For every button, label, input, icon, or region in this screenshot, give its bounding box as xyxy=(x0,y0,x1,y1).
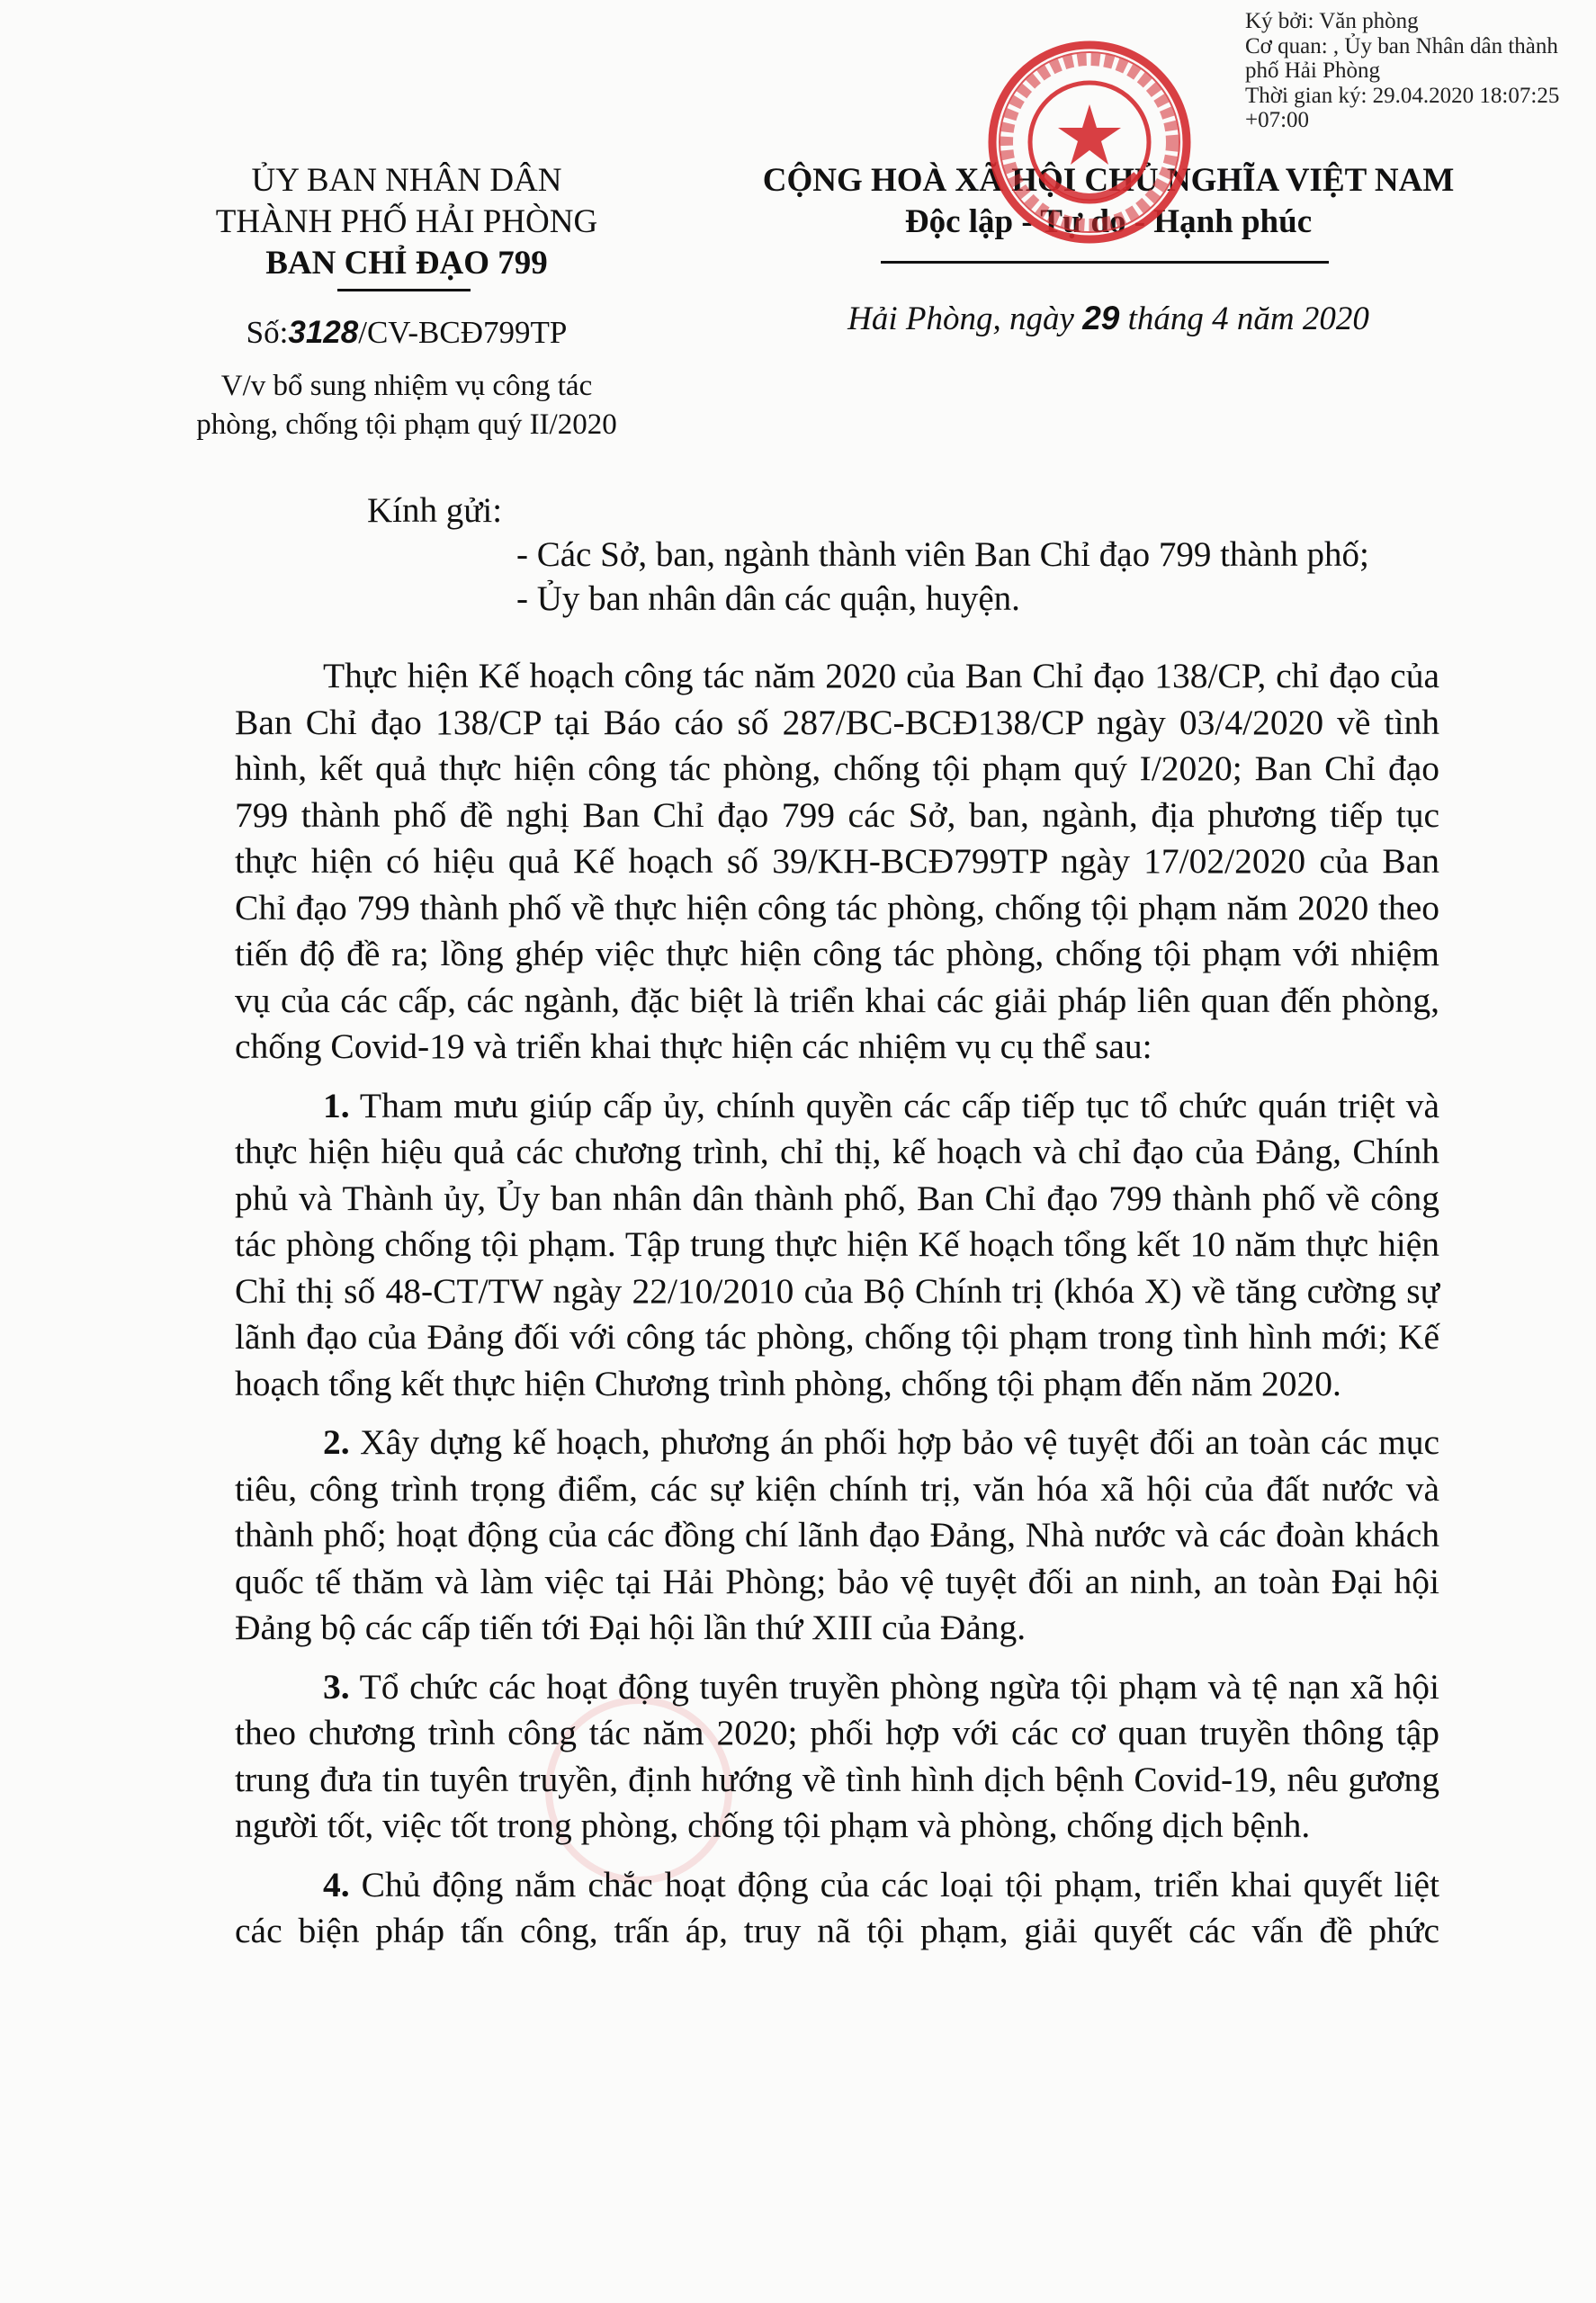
signature-line: Thời gian ký: 29.04.2020 18:07:25 xyxy=(1245,83,1560,108)
signature-line: phố Hải Phòng xyxy=(1245,58,1380,83)
number-suffix: /CV-BCĐ799TP xyxy=(358,315,568,350)
date-prefix: Hải Phòng, ngày xyxy=(847,300,1083,337)
task-text: Tham mưu giúp cấp ủy, chính quyền các cấp tiếp tục tổ chức quán triệt và thực hiện hiệu quả các chương trình, chỉ thị, kế hoạch và chỉ đạo của Đảng, Chính phủ và Thành ủy, Ủy ban nhân dân thành phố, Ban Chỉ đạo 799 thành phố về công tác phòng chống tội phạm. Tập trung thực hiện Kế hoạch tổng kết 10 năm thực hiện Chỉ thị số 48-CT/TW ngày 22/10/2010 của Bộ Chính trị (khóa X) về tăng cường sự lãnh đạo của Đảng đối với công tác phòng, chống tội phạm trong tình hình mới; Kế hoạch tổng kết thực hiện Chương trình phòng, chống tội phạm đến năm 2020. xyxy=(235,1085,1439,1403)
recipients-label: Kính gửi: xyxy=(367,491,503,530)
date-day: 29 xyxy=(1082,300,1120,336)
date-suffix: tháng 4 năm 2020 xyxy=(1119,300,1369,337)
recipient-item: - Các Sở, ban, ngành thành viên Ban Chỉ đạo 799 thành phố; xyxy=(516,535,1369,574)
number-prefix: Số: xyxy=(246,315,289,350)
task-number: 1. xyxy=(323,1085,350,1125)
issuer-line-1: ỦY BAN NHÂN DÂN xyxy=(251,162,562,199)
task-item-1 xyxy=(235,1083,1439,1408)
signature-line: +07:00 xyxy=(1245,108,1310,132)
issuer-line-3: BAN CHỈ ĐẠO 799 xyxy=(265,245,548,282)
handwritten-number: 3128 xyxy=(288,315,359,350)
document-body xyxy=(235,653,1439,1967)
national-motto: Độc lập - Tự do - Hạnh phúc xyxy=(904,203,1313,240)
national-title: CỘNG HOÀ XÃ HỘI CHỦ NGHĨA VIỆT NAM xyxy=(762,162,1455,199)
task-number: 2. xyxy=(323,1422,350,1462)
task-item-2 xyxy=(235,1420,1439,1652)
subject-line-1: V/v bổ sung nhiệm vụ công tác xyxy=(220,370,593,402)
task-item-4 xyxy=(235,1862,1439,1955)
task-number: 4. xyxy=(323,1864,350,1904)
signature-line: Cơ quan: , Ủy ban Nhân dân thành xyxy=(1245,33,1558,58)
issuer-header xyxy=(137,160,677,284)
issuer-line-2: THÀNH PHỐ HẢI PHÒNG xyxy=(215,203,598,240)
task-item-3 xyxy=(235,1664,1439,1850)
task-text: Xây dựng kế hoạch, phương án phối hợp bảo vệ tuyệt đối an toàn các mục tiêu, công trình trọng điểm, các sự kiện chính trị, văn hóa xã hội của đất nước và thành phố; hoạt động của các đồng chí lãnh đạo Đảng, Nhà nước và các đoàn khách quốc tế thăm và làm việc tại Hải Phòng; bảo vệ tuyệt đối an ninh, an toàn Đại hội Đảng bộ các cấp tiến tới Đại hội lần thứ XIII của Đảng. xyxy=(235,1422,1439,1647)
recipient-item: - Ủy ban nhân dân các quận, huyện. xyxy=(516,579,1020,618)
signature-line: Ký bởi: Văn phòng xyxy=(1245,9,1419,33)
official-seal-icon xyxy=(987,40,1192,245)
digital-signature-info xyxy=(1245,9,1559,133)
document-subject xyxy=(137,367,677,444)
task-text: Tổ chức các hoạt động tuyên truyền phòng ngừa tội phạm và tệ nạn xã hội theo chương trình công tác năm 2020; phối hợp với các cơ quan truyền thông tập trung đưa tin tuyên truyền, định hướng về tình hình dịch bệnh Covid-19, nêu gương người tốt, việc tốt trong phòng, chống tội phạm và phòng, chống dịch bệnh. xyxy=(235,1666,1439,1845)
document-date xyxy=(704,300,1513,338)
motto-underline xyxy=(881,261,1329,264)
subject-line-2: phòng, chống tội phạm quý II/2020 xyxy=(196,408,617,441)
document-number xyxy=(137,315,677,351)
issuer-underline xyxy=(337,289,471,291)
task-text: Chủ động nắm chắc hoạt động của các loại tội phạm, triển khai quyết liệt các biện pháp tấn công, trấn áp, truy nã tội phạm, giải quyết các vấn đề phức xyxy=(235,1864,1439,1950)
intro-paragraph: Thực hiện Kế hoạch công tác năm 2020 của Ban Chỉ đạo 138/CP, chỉ đạo của Ban Chỉ đạo 138/CP tại Báo cáo số 287/BC-BCĐ138/CP ngày 03/4/2020 về tình hình, kết quả thực hiện công tác phòng, chống tội phạm quý I/2020; Ban Chỉ đạo 799 thành phố đề nghị Ban Chỉ đạo 799 các Sở, ban, ngành, địa phương tiếp tục thực hiện có hiệu quả Kế hoạch số 39/KH-BCĐ799TP ngày 17/02/2020 của Ban Chỉ đạo 799 thành phố về thực hiện công tác phòng, chống tội phạm năm 2020 theo tiến độ đề ra; lồng ghép việc thực hiện công tác phòng, chống tội phạm với nhiệm vụ của các cấp, các ngành, đặc biệt là triển khai các giải pháp liên quan đến phòng, chống Covid-19 và triển khai thực hiện các nhiệm vụ cụ thể sau: xyxy=(235,656,1439,1066)
task-number: 3. xyxy=(323,1666,350,1707)
